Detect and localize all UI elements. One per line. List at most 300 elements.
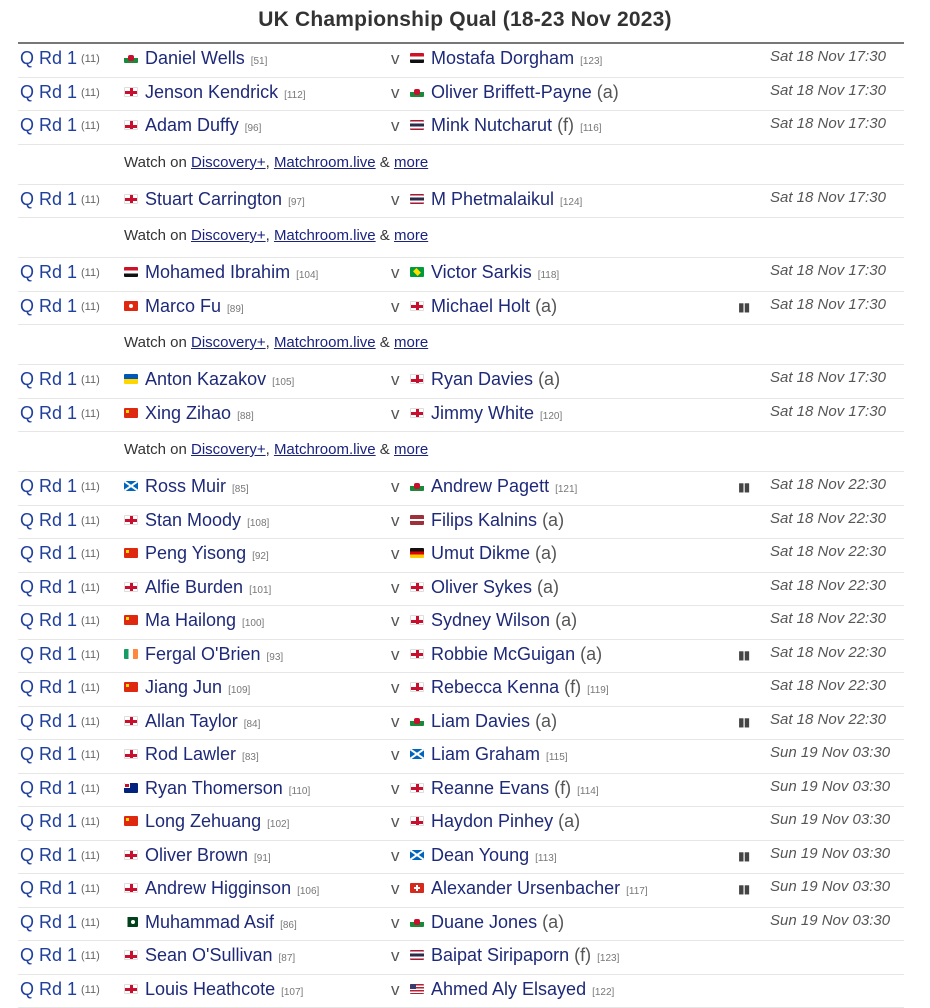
match-row[interactable]: [18, 472, 904, 506]
player-name[interactable]: Daniel Wells: [145, 48, 245, 68]
player-name[interactable]: Adam Duffy: [145, 115, 239, 135]
round-label[interactable]: Q Rd 1: [20, 510, 77, 531]
eng-flag-icon: [410, 649, 424, 659]
player-name[interactable]: Mostafa Dorgham: [431, 48, 574, 68]
tv-broadcast-icon: ▮▮: [738, 480, 749, 494]
player-status-tag: (a): [535, 711, 557, 731]
player-1: [124, 577, 271, 598]
tha-flag-icon: [410, 950, 424, 960]
matchroom-live-link[interactable]: Matchroom.live: [274, 227, 376, 244]
player-name[interactable]: Baipat Siripaporn: [431, 945, 569, 965]
player-ranking: [119]: [587, 685, 609, 696]
chn-flag-icon: [124, 615, 138, 625]
bra-flag-icon: [410, 267, 424, 277]
player-2: [410, 543, 557, 564]
eng-flag-icon: [410, 374, 424, 384]
watch-ampersand: &: [376, 334, 394, 351]
round-label[interactable]: Q Rd 1: [20, 369, 77, 390]
ukr-flag-icon: [124, 374, 138, 384]
player-1: [124, 945, 295, 966]
frames-count: (11): [81, 749, 100, 761]
player-ranking: [120]: [540, 411, 562, 422]
player-name[interactable]: Haydon Pinhey: [431, 811, 553, 831]
player-name[interactable]: Ahmed Aly Elsayed: [431, 979, 586, 999]
discovery-plus-link[interactable]: Discovery+: [191, 441, 266, 458]
player-ranking: [121]: [555, 484, 577, 495]
versus-label: v: [391, 511, 400, 531]
player-name[interactable]: Sean O'Sullivan: [145, 945, 273, 965]
player-status-tag: (a): [535, 543, 557, 563]
player-status-tag: (a): [542, 510, 564, 530]
tv-broadcast-icon: ▮▮: [738, 648, 749, 662]
player-name[interactable]: Ma Hailong: [145, 610, 236, 630]
player-ranking: [84]: [244, 719, 261, 730]
tv-broadcast-icon: ▮▮: [738, 300, 749, 314]
player-name[interactable]: Duane Jones: [431, 912, 537, 932]
player-ranking: [116]: [580, 123, 602, 134]
versus-label: v: [391, 370, 400, 390]
player-name[interactable]: Jenson Kendrick: [145, 82, 278, 102]
player-ranking: [97]: [288, 197, 305, 208]
watch-separator: ,: [266, 441, 274, 458]
match-row[interactable]: [18, 740, 904, 774]
player-1: [124, 711, 260, 732]
frames-count: (11): [81, 716, 100, 728]
frames-count: (11): [81, 267, 100, 279]
player-name[interactable]: Oliver Brown: [145, 845, 248, 865]
round-label[interactable]: Q Rd 1: [20, 644, 77, 665]
discovery-plus-link[interactable]: Discovery+: [191, 334, 266, 351]
player-status-tag: (a): [535, 296, 557, 316]
match-time: Sat 18 Nov 17:30: [770, 48, 886, 65]
versus-label: v: [391, 263, 400, 283]
player-1: [124, 811, 289, 832]
player-1: [124, 115, 261, 136]
watch-on-text: [124, 227, 428, 244]
player-1: [124, 189, 305, 210]
player-status-tag: (a): [537, 577, 559, 597]
round-label[interactable]: Q Rd 1: [20, 744, 77, 765]
player-ranking: [96]: [245, 123, 262, 134]
sco-flag-icon: [410, 850, 424, 860]
versus-label: v: [391, 712, 400, 732]
player-status-tag: (a): [580, 644, 602, 664]
frames-count: (11): [81, 816, 100, 828]
match-time: Sun 19 Nov 03:30: [770, 811, 890, 828]
player-name[interactable]: Rebecca Kenna: [431, 677, 559, 697]
frames-count: (11): [81, 582, 100, 594]
match-row[interactable]: [18, 78, 904, 112]
match-row[interactable]: [18, 399, 904, 433]
round-label[interactable]: Q Rd 1: [20, 48, 77, 69]
sco-flag-icon: [410, 749, 424, 759]
match-row[interactable]: [18, 807, 904, 841]
player-1: [124, 610, 264, 631]
player-name[interactable]: Umut Dikme: [431, 543, 530, 563]
match-row[interactable]: [18, 941, 904, 975]
frames-count: (11): [81, 649, 100, 661]
round-label[interactable]: Q Rd 1: [20, 82, 77, 103]
wal-flag-icon: [410, 481, 424, 491]
player-name[interactable]: Alexander Ursenbacher: [431, 878, 620, 898]
player-2: [410, 912, 564, 933]
match-time: Sat 18 Nov 22:30: [770, 510, 886, 527]
player-name[interactable]: Xing Zihao: [145, 403, 231, 423]
round-label[interactable]: Q Rd 1: [20, 811, 77, 832]
eng-flag-icon: [124, 950, 138, 960]
round-label[interactable]: Q Rd 1: [20, 945, 77, 966]
player-1: [124, 543, 269, 564]
player-name[interactable]: Mink Nutcharut: [431, 115, 552, 135]
eng-flag-icon: [410, 783, 424, 793]
match-row[interactable]: [18, 975, 904, 1008]
player-ranking: [91]: [254, 853, 271, 864]
versus-label: v: [391, 980, 400, 1000]
more-link[interactable]: more: [394, 334, 428, 351]
match-row[interactable]: [18, 111, 904, 145]
match-row[interactable]: [18, 365, 904, 399]
frames-count: (11): [81, 883, 100, 895]
versus-label: v: [391, 678, 400, 698]
chn-flag-icon: [124, 548, 138, 558]
match-time: Sun 19 Nov 03:30: [770, 845, 890, 862]
versus-label: v: [391, 578, 400, 598]
player-ranking: [104]: [296, 270, 318, 281]
player-name[interactable]: Liam Davies: [431, 711, 530, 731]
usa-flag-icon: [410, 984, 424, 994]
aus-flag-icon: [124, 783, 138, 793]
watch-row: [18, 432, 904, 472]
frames-count: (11): [81, 783, 100, 795]
match-row[interactable]: [18, 707, 904, 741]
ger-flag-icon: [410, 548, 424, 558]
player-ranking: [100]: [242, 618, 264, 629]
player-ranking: [93]: [266, 652, 283, 663]
player-status-tag: (f): [557, 115, 574, 135]
matchroom-live-link[interactable]: Matchroom.live: [274, 441, 376, 458]
match-row[interactable]: [18, 774, 904, 808]
player-name[interactable]: Stuart Carrington: [145, 189, 282, 209]
round-label[interactable]: Q Rd 1: [20, 476, 77, 497]
chn-flag-icon: [124, 408, 138, 418]
frames-count: (11): [81, 374, 100, 386]
round-label[interactable]: Q Rd 1: [20, 403, 77, 424]
match-row[interactable]: [18, 44, 904, 78]
match-row[interactable]: [18, 506, 904, 540]
match-time: Sun 19 Nov 03:30: [770, 878, 890, 895]
frames-count: (11): [81, 194, 100, 206]
round-label[interactable]: Q Rd 1: [20, 577, 77, 598]
tha-flag-icon: [410, 120, 424, 130]
versus-label: v: [391, 116, 400, 136]
eng-flag-icon: [124, 850, 138, 860]
watch-prefix: Watch on: [124, 441, 191, 458]
frames-count: (11): [81, 53, 100, 65]
player-1: [124, 912, 297, 933]
versus-label: v: [391, 477, 400, 497]
versus-label: v: [391, 879, 400, 899]
chn-flag-icon: [124, 682, 138, 692]
match-time: Sat 18 Nov 17:30: [770, 262, 886, 279]
player-name[interactable]: Anton Kazakov: [145, 369, 266, 389]
round-label[interactable]: Q Rd 1: [20, 778, 77, 799]
player-name[interactable]: M Phetmalaikul: [431, 189, 554, 209]
player-ranking: [107]: [281, 987, 303, 998]
player-name[interactable]: Oliver Sykes: [431, 577, 532, 597]
player-ranking: [118]: [538, 270, 560, 281]
player-ranking: [51]: [251, 56, 268, 67]
eng-flag-icon: [124, 120, 138, 130]
round-label[interactable]: Q Rd 1: [20, 189, 77, 210]
player-1: [124, 878, 319, 899]
frames-count: (11): [81, 682, 100, 694]
player-name[interactable]: Muhammad Asif: [145, 912, 274, 932]
player-ranking: [113]: [535, 853, 557, 864]
match-row[interactable]: [18, 258, 904, 292]
player-1: [124, 476, 249, 497]
frames-count: (11): [81, 408, 100, 420]
watch-ampersand: &: [376, 227, 394, 244]
versus-label: v: [391, 745, 400, 765]
round-label[interactable]: Q Rd 1: [20, 543, 77, 564]
player-ranking: [110]: [289, 786, 311, 797]
player-name[interactable]: Reanne Evans: [431, 778, 549, 798]
player-2: [410, 945, 619, 966]
watch-prefix: Watch on: [124, 227, 191, 244]
match-row[interactable]: [18, 185, 904, 219]
match-row[interactable]: [18, 640, 904, 674]
versus-label: v: [391, 913, 400, 933]
player-name[interactable]: Mohamed Ibrahim: [145, 262, 290, 282]
match-time: Sat 18 Nov 17:30: [770, 189, 886, 206]
player-status-tag: (a): [555, 610, 577, 630]
player-1: [124, 677, 250, 698]
round-label[interactable]: Q Rd 1: [20, 610, 77, 631]
round-label[interactable]: Q Rd 1: [20, 115, 77, 136]
lva-flag-icon: [410, 515, 424, 525]
player-name[interactable]: Andrew Higginson: [145, 878, 291, 898]
versus-label: v: [391, 49, 400, 69]
player-status-tag: (a): [538, 369, 560, 389]
round-label[interactable]: Q Rd 1: [20, 262, 77, 283]
player-name[interactable]: Ross Muir: [145, 476, 226, 496]
match-time: Sat 18 Nov 17:30: [770, 403, 886, 420]
eng-flag-icon: [410, 615, 424, 625]
player-2: [410, 510, 564, 531]
sui-flag-icon: [410, 883, 424, 893]
player-name[interactable]: Jimmy White: [431, 403, 534, 423]
eng-flag-icon: [124, 582, 138, 592]
player-name[interactable]: Ryan Thomerson: [145, 778, 283, 798]
player-ranking: [123]: [597, 953, 619, 964]
match-row[interactable]: [18, 874, 904, 908]
match-time: Sun 19 Nov 03:30: [770, 778, 890, 795]
player-name[interactable]: Rod Lawler: [145, 744, 236, 764]
player-name[interactable]: Dean Young: [431, 845, 529, 865]
round-label[interactable]: Q Rd 1: [20, 296, 77, 317]
player-name[interactable]: Peng Yisong: [145, 543, 246, 563]
pak-flag-icon: [124, 917, 138, 927]
player-ranking: [89]: [227, 304, 244, 315]
player-ranking: [106]: [297, 886, 319, 897]
match-row[interactable]: [18, 606, 904, 640]
player-2: [410, 369, 560, 390]
round-label[interactable]: Q Rd 1: [20, 677, 77, 698]
matchroom-live-link[interactable]: Matchroom.live: [274, 154, 376, 171]
wal-flag-icon: [410, 87, 424, 97]
irl-flag-icon: [124, 649, 138, 659]
watch-separator: ,: [266, 227, 274, 244]
player-name[interactable]: Oliver Briffett-Payne: [431, 82, 592, 102]
frames-count: (11): [81, 87, 100, 99]
tv-broadcast-icon: ▮▮: [738, 882, 749, 896]
player-2: [410, 577, 559, 598]
player-name[interactable]: Long Zehuang: [145, 811, 261, 831]
match-row[interactable]: [18, 841, 904, 875]
egy-flag-icon: [410, 53, 424, 63]
match-time: Sun 19 Nov 03:30: [770, 744, 890, 761]
player-status-tag: (a): [558, 811, 580, 831]
tv-broadcast-icon: ▮▮: [738, 715, 749, 729]
player-2: [410, 845, 557, 866]
versus-label: v: [391, 812, 400, 832]
player-1: [124, 262, 318, 283]
watch-row: [18, 325, 904, 365]
round-label[interactable]: Q Rd 1: [20, 845, 77, 866]
match-time: Sat 18 Nov 22:30: [770, 610, 886, 627]
player-status-tag: (f): [554, 778, 571, 798]
player-name[interactable]: Liam Graham: [431, 744, 540, 764]
more-link[interactable]: more: [394, 227, 428, 244]
player-2: [410, 82, 619, 103]
player-1: [124, 644, 283, 665]
watch-prefix: Watch on: [124, 154, 191, 171]
player-name[interactable]: Louis Heathcote: [145, 979, 275, 999]
versus-label: v: [391, 611, 400, 631]
match-row[interactable]: [18, 573, 904, 607]
frames-count: (11): [81, 301, 100, 313]
round-label[interactable]: Q Rd 1: [20, 878, 77, 899]
player-1: [124, 510, 269, 531]
more-link[interactable]: more: [394, 441, 428, 458]
player-name[interactable]: Andrew Pagett: [431, 476, 549, 496]
frames-count: (11): [81, 120, 100, 132]
wal-flag-icon: [124, 53, 138, 63]
player-name[interactable]: Stan Moody: [145, 510, 241, 530]
player-name[interactable]: Alfie Burden: [145, 577, 243, 597]
watch-row: [18, 145, 904, 185]
hkg-flag-icon: [124, 301, 138, 311]
player-ranking: [114]: [577, 786, 599, 797]
frames-count: (11): [81, 515, 100, 527]
versus-label: v: [391, 404, 400, 424]
player-name[interactable]: Ryan Davies: [431, 369, 533, 389]
frames-count: (11): [81, 548, 100, 560]
round-label[interactable]: Q Rd 1: [20, 711, 77, 732]
player-name[interactable]: Fergal O'Brien: [145, 644, 260, 664]
player-name[interactable]: Jiang Jun: [145, 677, 222, 697]
player-1: [124, 979, 303, 1000]
frames-count: (11): [81, 950, 100, 962]
watch-ampersand: &: [376, 154, 394, 171]
round-label[interactable]: Q Rd 1: [20, 912, 77, 933]
player-1: [124, 48, 267, 69]
match-time: Sat 18 Nov 17:30: [770, 369, 886, 386]
player-name[interactable]: Filips Kalnins: [431, 510, 537, 530]
player-2: [410, 811, 580, 832]
match-time: Sat 18 Nov 22:30: [770, 577, 886, 594]
player-name[interactable]: Robbie McGuigan: [431, 644, 575, 664]
player-ranking: [108]: [247, 518, 269, 529]
watch-on-text: [124, 441, 428, 458]
versus-label: v: [391, 544, 400, 564]
player-ranking: [112]: [284, 90, 306, 101]
match-time: Sat 18 Nov 22:30: [770, 644, 886, 661]
player-2: [410, 778, 599, 799]
player-2: [410, 979, 614, 1000]
tv-broadcast-icon: ▮▮: [738, 849, 749, 863]
player-name[interactable]: Marco Fu: [145, 296, 221, 316]
watch-on-text: [124, 334, 428, 351]
player-name[interactable]: Allan Taylor: [145, 711, 238, 731]
round-label[interactable]: Q Rd 1: [20, 979, 77, 1000]
versus-label: v: [391, 83, 400, 103]
egy-flag-icon: [124, 267, 138, 277]
versus-label: v: [391, 645, 400, 665]
player-ranking: [83]: [242, 752, 259, 763]
player-ranking: [122]: [592, 987, 614, 998]
discovery-plus-link[interactable]: Discovery+: [191, 227, 266, 244]
player-2: [410, 403, 562, 424]
match-row[interactable]: [18, 908, 904, 942]
eng-flag-icon: [124, 87, 138, 97]
player-ranking: [102]: [267, 819, 289, 830]
match-row[interactable]: [18, 539, 904, 573]
versus-label: v: [391, 190, 400, 210]
eng-flag-icon: [410, 301, 424, 311]
matchroom-live-link[interactable]: Matchroom.live: [274, 334, 376, 351]
eng-flag-icon: [410, 682, 424, 692]
wal-flag-icon: [410, 917, 424, 927]
sco-flag-icon: [124, 481, 138, 491]
player-ranking: [101]: [249, 585, 271, 596]
player-2: [410, 878, 648, 899]
player-name[interactable]: Michael Holt: [431, 296, 530, 316]
player-ranking: [105]: [272, 377, 294, 388]
player-1: [124, 744, 259, 765]
match-row[interactable]: [18, 673, 904, 707]
player-2: [410, 296, 557, 317]
discovery-plus-link[interactable]: Discovery+: [191, 154, 266, 171]
player-ranking: [117]: [626, 886, 648, 897]
watch-ampersand: &: [376, 441, 394, 458]
player-name[interactable]: Sydney Wilson: [431, 610, 550, 630]
wal-flag-icon: [410, 716, 424, 726]
player-ranking: [124]: [560, 197, 582, 208]
player-2: [410, 262, 559, 283]
player-ranking: [92]: [252, 551, 269, 562]
frames-count: (11): [81, 850, 100, 862]
player-name[interactable]: Victor Sarkis: [431, 262, 532, 282]
more-link[interactable]: more: [394, 154, 428, 171]
player-ranking: [123]: [580, 56, 602, 67]
eng-flag-icon: [124, 194, 138, 204]
player-status-tag: (f): [574, 945, 591, 965]
player-2: [410, 476, 577, 497]
match-row[interactable]: [18, 292, 904, 326]
tha-flag-icon: [410, 194, 424, 204]
player-1: [124, 778, 310, 799]
